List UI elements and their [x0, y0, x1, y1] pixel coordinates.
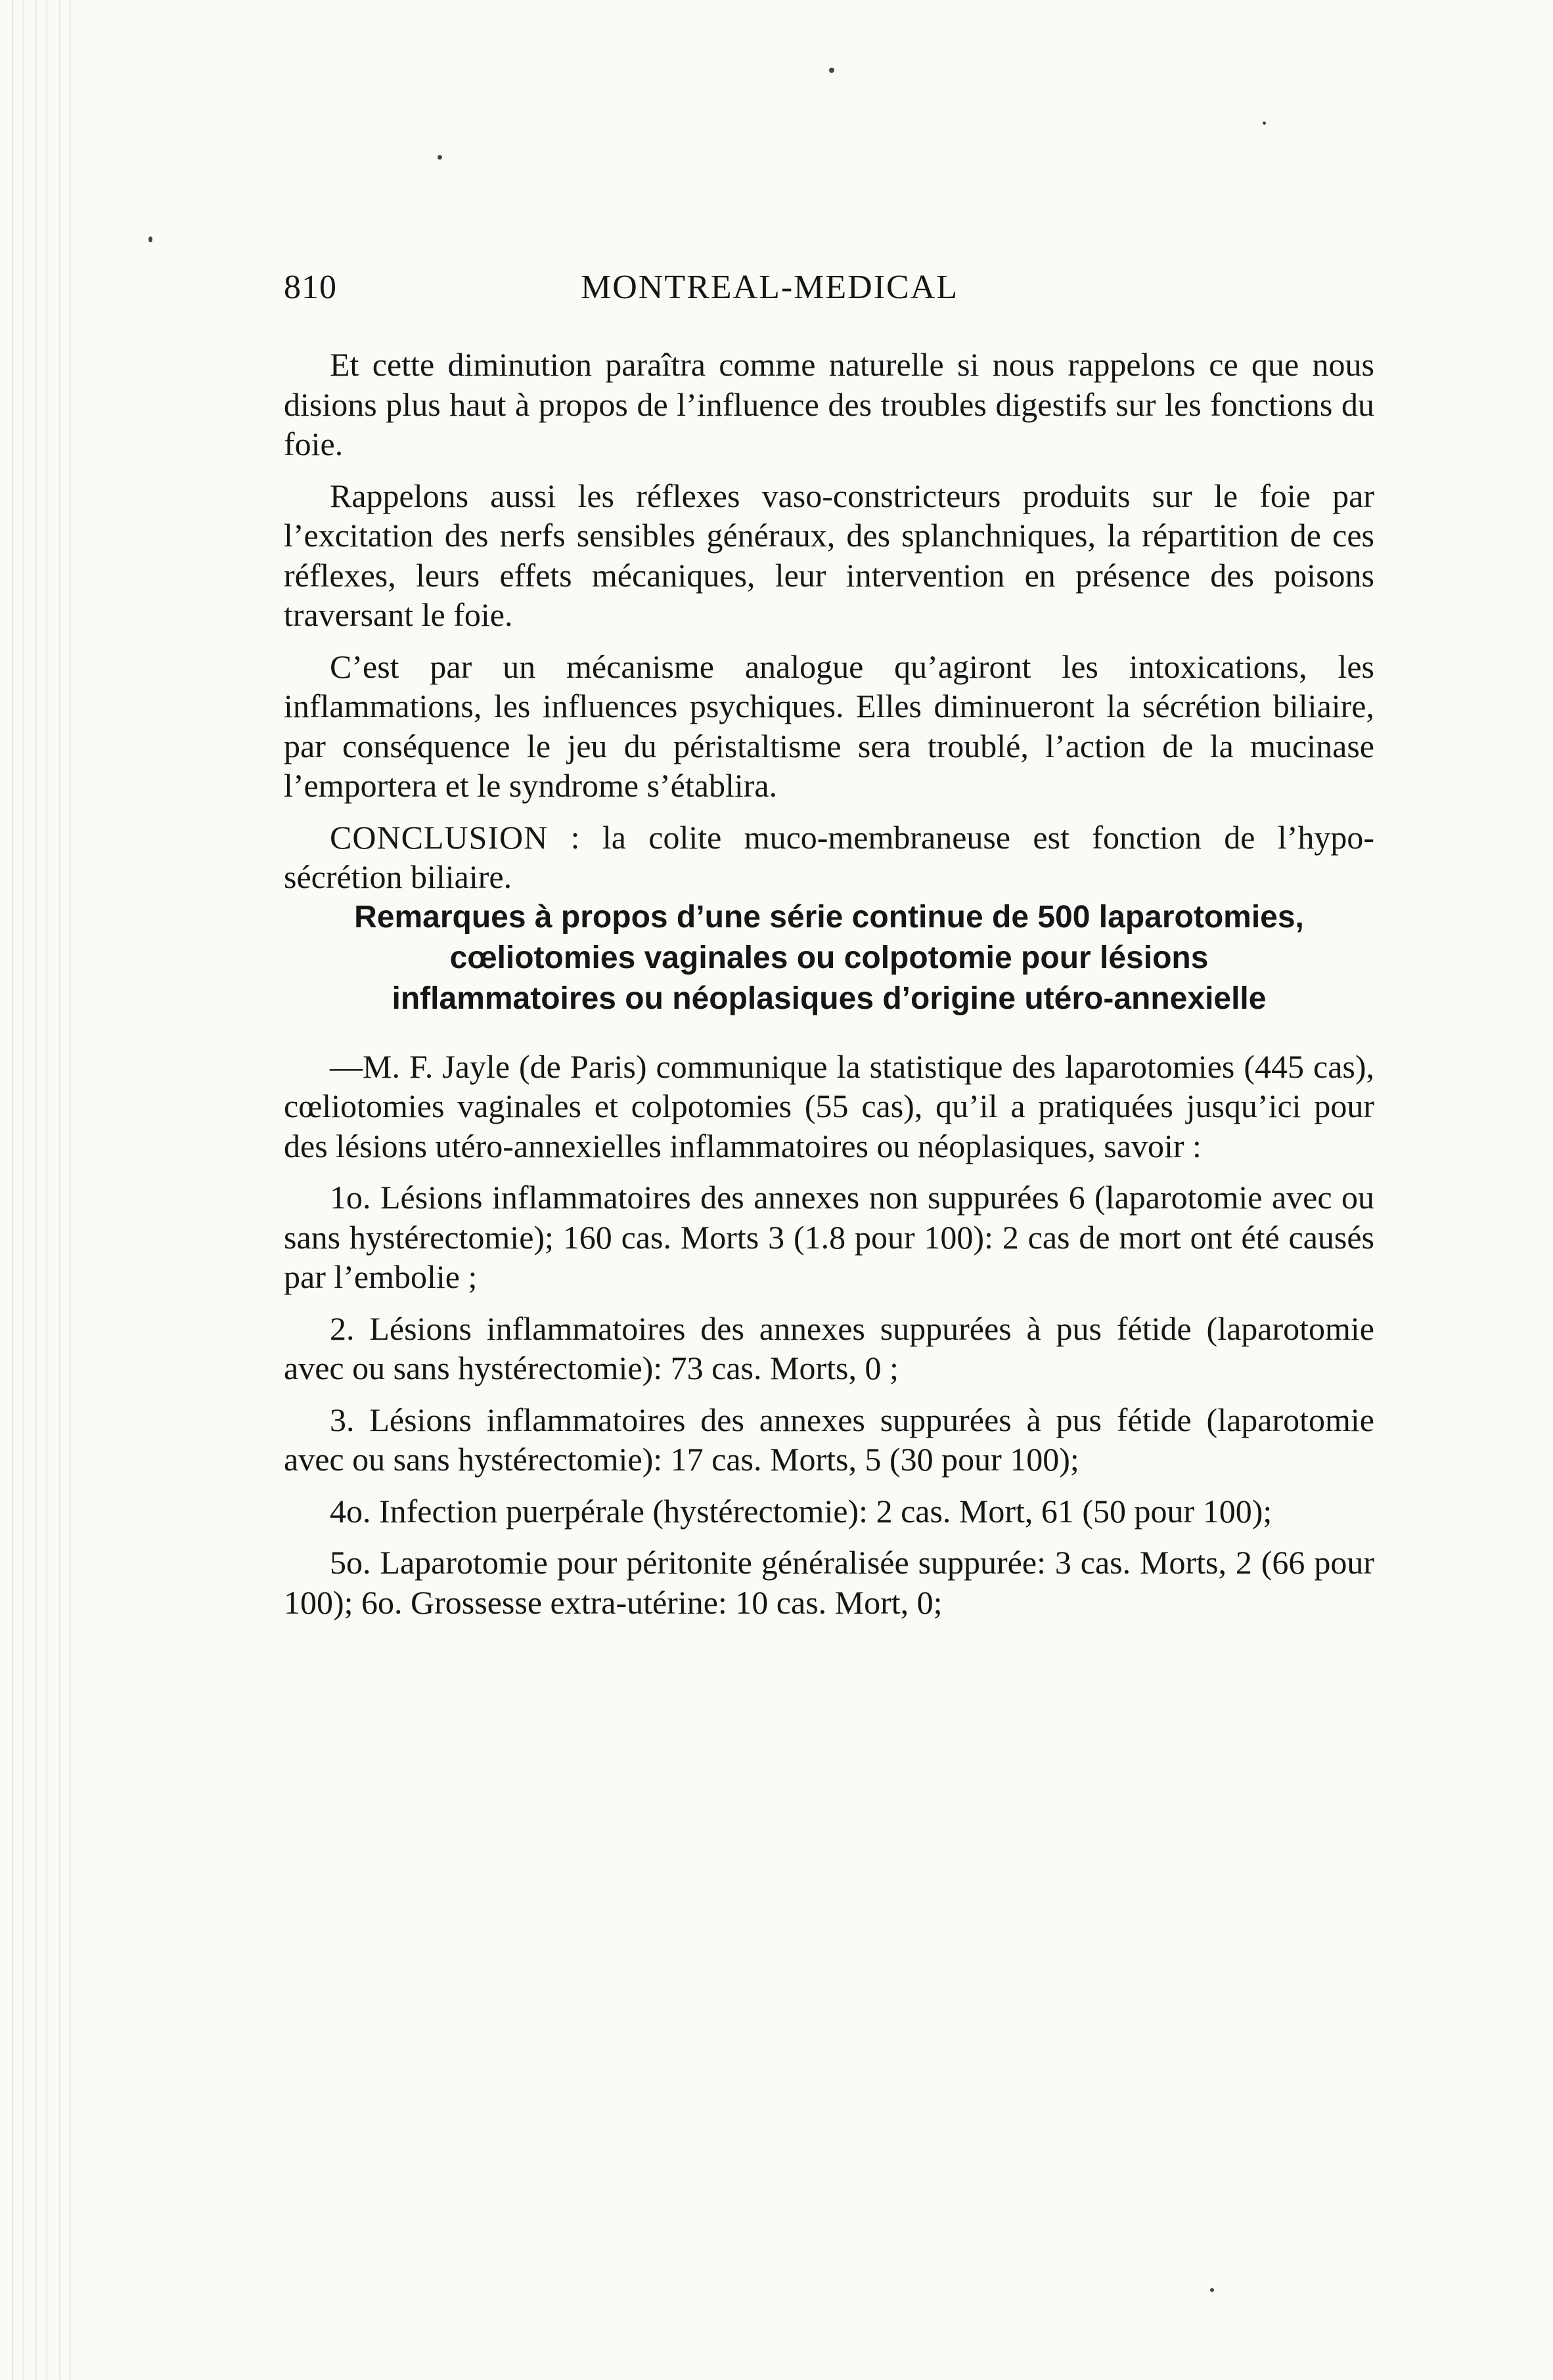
scan-speck	[829, 68, 834, 73]
paragraph-digestive-influence: Et cette diminution paraîtra comme naturelle si nous rappelons ce que nous disions plus haut à propos de l’influence des troubles digestifs sur les fonctions du foie.	[284, 346, 1374, 462]
paragraph-conclusion	[284, 818, 1374, 897]
list-item: 2. Lésions inflammatoires des annexes suppurées à pus fétide (laparotomie avec ou sans hystérectomie): 73 cas. Morts, 0 ;	[284, 1310, 1374, 1386]
scanned-page-edge	[0, 0, 72, 2380]
scan-speck	[148, 236, 152, 242]
paragraph-mechanism: C’est par un mécanisme analogue qu’agiront les intoxications, les inflammations, les influences psychiques. Elles diminueront la sécrétion biliaire, par conséquence le jeu du péristaltisme sera troublé, l’action de la mucinase l’emportera et le syndrome s’établira.	[284, 648, 1374, 804]
list-item: 4o. Infection puerpérale (hystérectomie): 2 cas. Mort, 61 (50 pour 100);	[330, 1492, 1272, 1530]
section-intro: —M. F. Jayle (de Paris) communique la statistique des laparotomies (445 cas), cœliotomies vaginales et colpotomies (55 cas), qu’il a pratiquées jusqu’ici pour des lésions utéro-annexielles inflammatoires ou néoplasiques, savoir :	[284, 1047, 1374, 1164]
scan-speck	[1263, 121, 1266, 125]
paragraph-reflexes: Rappelons aussi les réflexes vaso-constricteurs produits sur le foie par l’excitation des nerfs sensibles généraux, des splanchniques, la répartition de ces réflexes, leurs effets mécaniques, leur intervention en présence des poisons traversant le foie.	[284, 477, 1374, 633]
list-item: 1o. Lésions inflammatoires des annexes non suppurées 6 (laparotomie avec ou sans hystérectomie); 160 cas. Morts 3 (1.8 pour 100): 2 cas de mort ont été causés par l’embolie ;	[284, 1179, 1374, 1295]
section-heading: Remarques à propos d’une série continue de 500 laparotomies, cœliotomies vaginales ou colpotomie pour lésions inflammatoires ou néoplasiques d’origine utéro-annexielle	[354, 899, 1304, 1016]
running-header	[284, 268, 1374, 327]
list-item: 5o. Laparotomie pour péritonite généralisée suppurée: 3 cas. Morts, 2 (66 pour 100); 6o. Grossesse extra-utérine: 10 cas. Mort, 0;	[284, 1544, 1374, 1621]
conclusion-text: : la colite muco-membraneuse est fonction de l’hypo-sécrétion biliaire.	[284, 818, 1375, 895]
list-item: 3. Lésions inflammatoires des annexes suppurées à pus fétide (laparotomie avec ou sans hystérectomie): 17 cas. Morts, 5 (30 pour 100);	[284, 1401, 1374, 1478]
conclusion-label: CONCLUSION	[330, 818, 549, 856]
journal-title: MONTREAL-MEDICAL	[581, 269, 959, 306]
scan-speck	[438, 155, 442, 160]
page-body	[284, 345, 1374, 1622]
page-number: 810	[284, 269, 337, 306]
scan-speck	[1210, 2288, 1214, 2292]
